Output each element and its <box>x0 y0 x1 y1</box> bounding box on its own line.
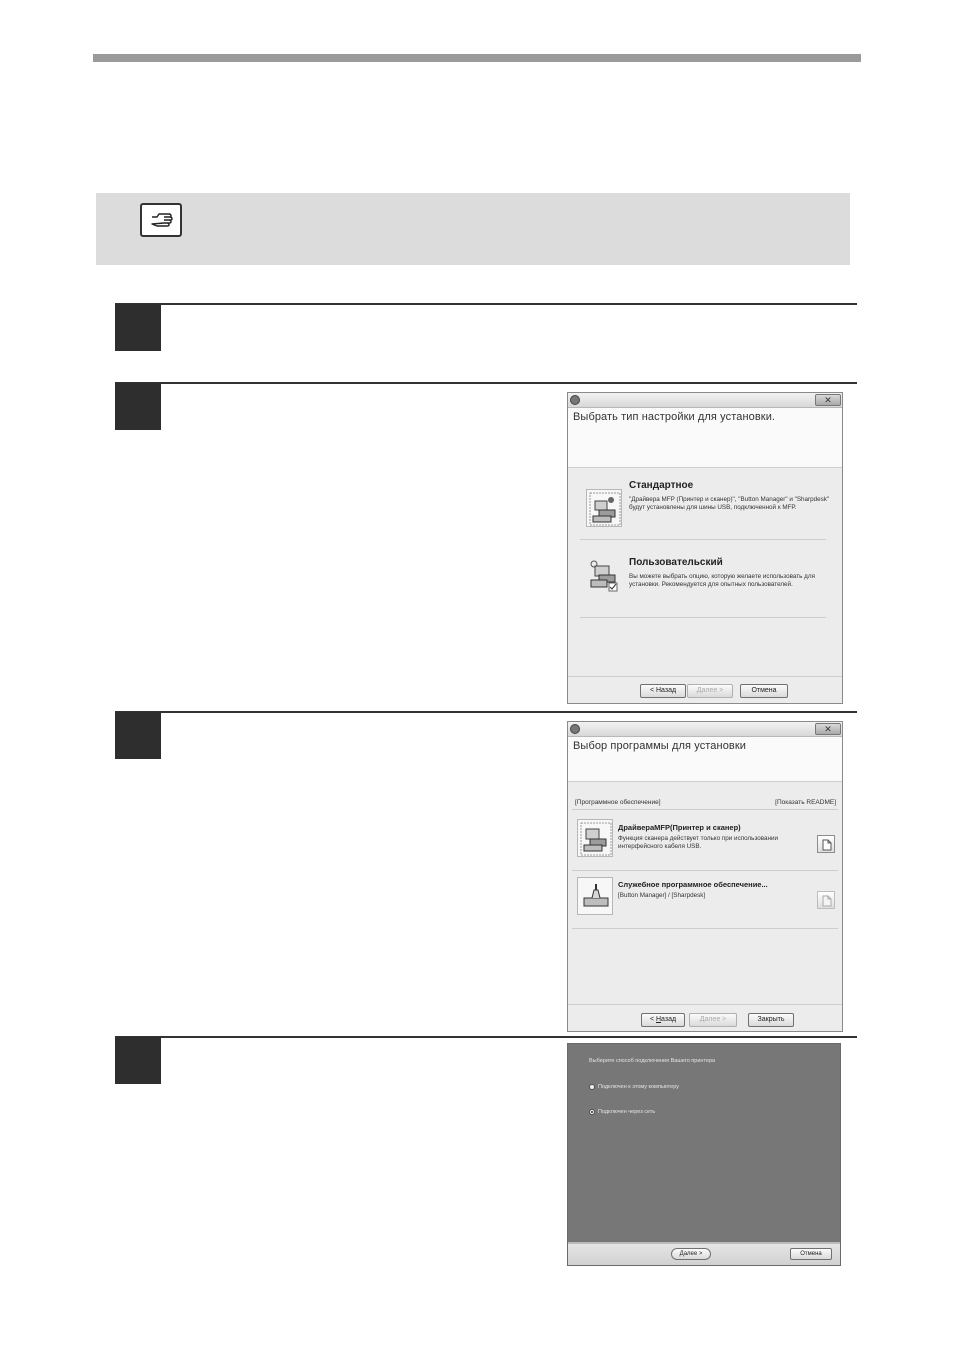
standard-install-icon[interactable] <box>586 489 622 527</box>
dialog-footer <box>568 1242 840 1266</box>
mfp-driver-description: Функция сканера действует только при использовании интерфейсного кабеля USB. <box>618 835 779 850</box>
step-4-marker <box>115 1037 161 1084</box>
footer-divider <box>568 676 843 677</box>
dialog-heading: Выбор программы для установки <box>573 740 747 752</box>
step-3-marker <box>115 712 161 759</box>
dialog-header <box>568 408 842 468</box>
step-1-rule <box>115 303 857 305</box>
next-button[interactable]: Далее > <box>671 1248 711 1260</box>
back-button-rest: азад <box>661 1016 677 1023</box>
note-box <box>96 193 850 265</box>
next-button[interactable]: Далее > <box>687 684 733 698</box>
connection-type-dialog <box>567 1043 841 1266</box>
dialog-header <box>568 737 842 782</box>
custom-install-icon[interactable] <box>584 555 620 593</box>
cancel-button[interactable]: Отмена <box>790 1248 832 1260</box>
standard-option-description: "Драйвера MFP (Принтер и сканер)", "Button Manager" и "Sharpdesk" будут установлены для шины USB, подключенной к MFP. <box>629 496 830 511</box>
cancel-button[interactable]: Отмена <box>740 684 788 698</box>
list-mid-divider <box>572 870 838 871</box>
step-4-rule <box>115 1036 857 1038</box>
next-button[interactable]: Далее > <box>689 1013 737 1027</box>
options-divider <box>580 539 826 540</box>
back-button[interactable] <box>641 1013 685 1027</box>
step-2-rule <box>115 382 857 384</box>
software-list-label: [Программное обеспечение] <box>575 799 661 806</box>
utility-software-icon[interactable] <box>577 877 613 915</box>
dialog-titlebar <box>568 393 842 408</box>
close-button[interactable]: ✕ <box>815 394 841 406</box>
utility-software-description: [Button Manager] / [Sharpdesk] <box>618 892 706 899</box>
pointing-hand-icon <box>140 203 182 237</box>
mfp-driver-icon[interactable] <box>577 819 613 857</box>
dialog-heading: Выбрать тип настройки для установки. <box>573 411 776 423</box>
show-readme-label[interactable]: [Показать README] <box>775 799 836 806</box>
back-button[interactable]: < Назад <box>640 684 686 698</box>
mfp-driver-readme-button[interactable] <box>817 835 835 853</box>
header-rule <box>93 54 861 62</box>
close-button[interactable]: ✕ <box>815 723 841 735</box>
step-2-marker <box>115 383 161 430</box>
network-connection-radio[interactable] <box>589 1109 595 1115</box>
back-button-prefix: < <box>649 1016 656 1023</box>
local-connection-label[interactable]: Подключен к этому компьютеру <box>598 1084 679 1090</box>
network-connection-label[interactable]: Подключен через сеть <box>598 1109 656 1115</box>
footer-divider <box>568 1004 843 1005</box>
local-connection-radio[interactable] <box>589 1084 595 1090</box>
custom-option-description: Вы можете выбрать опцию, которую желаете использовать для установки. Рекомендуется для опытных пользователей. <box>629 573 815 588</box>
options-bottom-divider <box>580 617 826 618</box>
step-1-marker <box>115 304 161 351</box>
list-bottom-divider <box>572 928 838 929</box>
app-icon <box>570 395 580 405</box>
connection-prompt: Выберите способ подключения Вашего принтера <box>589 1058 716 1064</box>
dialog-titlebar <box>568 722 842 737</box>
program-select-dialog <box>567 721 843 1032</box>
utility-readme-button[interactable] <box>817 891 835 909</box>
standard-option-title[interactable]: Стандартное <box>629 480 694 491</box>
custom-option-title[interactable]: Пользовательский <box>629 557 723 568</box>
close-dialog-button[interactable]: Закрыть <box>748 1013 794 1027</box>
setup-type-dialog <box>567 392 843 704</box>
app-icon <box>570 724 580 734</box>
mfp-driver-title[interactable]: ДрайвераMFP(Принтер и сканер) <box>618 823 741 832</box>
utility-software-title[interactable]: Служебное программное обеспечение... <box>618 880 768 889</box>
list-top-divider <box>572 809 838 810</box>
back-button-accelerator: Н <box>655 1016 662 1023</box>
step-3-rule <box>115 711 857 713</box>
